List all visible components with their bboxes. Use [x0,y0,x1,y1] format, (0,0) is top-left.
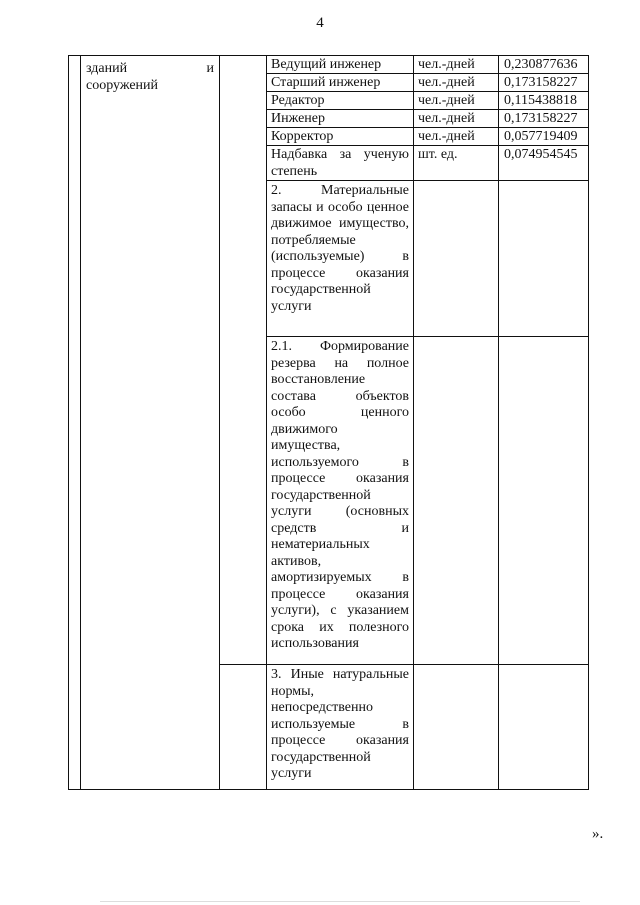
staff-value: 0,173158227 [504,111,578,126]
closing-quote: ». [592,826,604,842]
row-divider [266,180,589,181]
section-other-norms-text: 3. Иные натуральные нормы, непосредственно используемые в процессе оказания государственной услуги [271,667,409,781]
staff-unit: чел.-дней [418,111,475,126]
staff-unit: чел.-дней [418,129,475,144]
table-column-line [219,55,220,790]
staff-unit: шт. ед. [418,147,458,162]
staff-name: Инженер [271,111,326,126]
staff-value: 0,173158227 [504,75,578,90]
table-column-line [80,55,81,790]
page-number: 4 [316,15,324,31]
staff-value: 0,074954545 [504,147,578,162]
staff-unit: чел.-дней [418,57,475,72]
left-cell-word: зданий [86,61,128,76]
table-border-bottom [68,789,589,790]
table-border-top [68,55,589,56]
staff-name: Старший инженер [271,75,381,90]
left-cell-line [86,61,214,78]
table-border-right [588,55,589,790]
section-reserve-text: 2.1. Формирование резерва на полное восстановление состава объектов особо ценного движимого имущества, используемого в процессе оказания государственной услуги (основных средств и нематериальных активов, амортизируемых в процессе оказания услуги), с указанием срока их полезного использования [271,339,409,651]
row-divider [266,336,589,337]
staff-value: 0,230877636 [504,57,578,72]
row-divider [219,664,589,665]
staff-name: Надбавка за ученую степень [271,147,409,179]
table-column-line [498,55,499,790]
staff-name: Редактор [271,93,325,108]
table-column-line [413,55,414,790]
left-cell-word: и [206,61,214,76]
staff-unit: чел.-дней [418,93,475,108]
staff-unit: чел.-дней [418,75,475,90]
staff-name: Ведущий инженер [271,57,382,72]
staff-value: 0,057719409 [504,129,578,144]
staff-value: 0,115438818 [504,93,577,108]
table-border-left [68,55,69,790]
left-cell-word: сооружений [86,78,159,93]
staff-name: Корректор [271,129,334,144]
table-column-line [266,55,267,790]
section-materials-text: 2. Материальные запасы и особо ценное движимое имущество, потребляемые (используемые) в процессе оказания государственной услуги [271,183,409,314]
bottom-rule [100,901,580,902]
